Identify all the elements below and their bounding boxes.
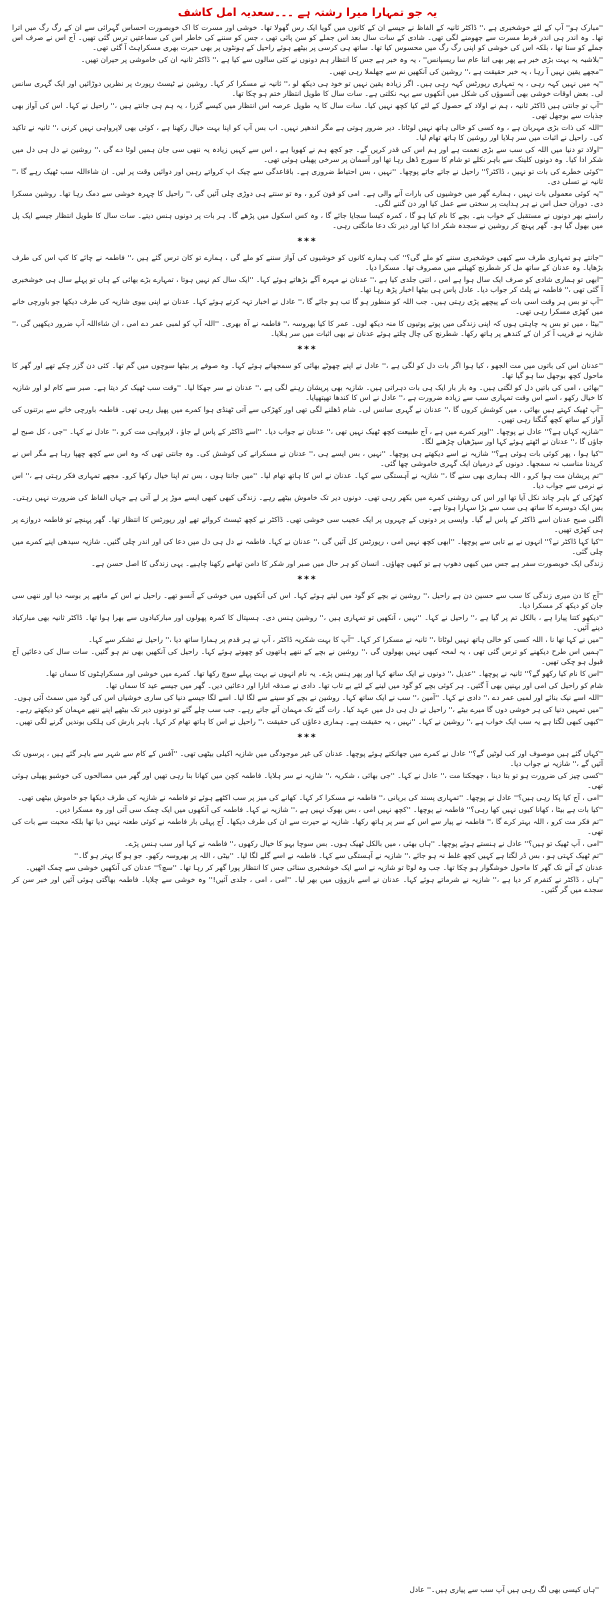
paragraph: ''اللہ اسے نیک بنائے اور لمبی عمر دے ،'' دادی نے کہا۔ ''آمین ،'' سب نے ایک ساتھ کہا۔ روشین نے بچے کو سینے سے لگا لیا۔ اسے لگا جیسے دنیا کی ساری خوشیاں اس کی گود میں سمٹ آئی ہوں۔: [13, 693, 603, 702]
paragraph: اگلی صبح عدنان اسے ڈاکٹر کے پاس لے گیا۔ واپسی پر دونوں کے چہروں پر ایک عجیب سی خوشی تھی۔ ڈاکٹر نے کچھ ٹیسٹ کروائے تھے اور رپورٹس کا انتظار تھا۔ گھر پہنچے تو فاطمہ دروازے پر ہی کھڑی تھیں۔: [12, 515, 603, 534]
paragraph: ''بھائی ، امی کی باتیں دل کو لگتی ہیں۔ وہ بار بار ایک ہی بات دہراتی ہیں۔ شازیہ بھی پریشان رہنے لگی ہے ،'' عدنان نے سر جھکا لیا۔ ''وقت سب ٹھیک کر دیتا ہے۔ صبر سے کام لو اور شازیہ کا خیال رکھو ، اسے اس وقت تمہاری سب سے زیادہ ضرورت ہے ،'' عادل نے اس کا کندھا تھپتھپایا۔: [12, 383, 603, 402]
paragraph: ''دیکھو کتنا پیارا ہے ، بالکل تم پر گیا ہے ،'' راحیل نے کہا۔ ''نہیں ، آنکھیں تو تمہاری ہیں ،'' روشین ہنس دی۔ ہسپتال کا کمرہ پھولوں اور مبارکبادوں سے بھرا ہوا تھا۔ ڈاکٹر ثانیہ بھی مبارکباد دینے آئیں۔: [12, 613, 603, 632]
paragraph: ''شازیہ کہاں ہے؟'' عادل نے پوچھا۔ ''اوپر کمرے میں ہے ، آج طبیعت کچھ ٹھیک نہیں تھی ،'' عدنان نے جواب دیا۔ ''اسے ڈاکٹر کے پاس لے جاؤ ، لاپرواہی مت کرو ،'' عادل نے کہا۔ ''جی ، کل صبح لے جاؤں گا ،'' عدنان نے اٹھتے ہوئے کہا اور سیڑھیاں چڑھنے لگا۔: [12, 427, 603, 446]
paragraph: ''اللہ کی ذات بڑی مہربان ہے ، وہ کسی کو خالی ہاتھ نہیں لوٹاتا۔ دیر ضرور ہوتی ہے مگر اندھیر نہیں۔ اب بس آپ کو اپنا بہت خیال رکھنا ہے ، کوئی بھی لاپرواہی نہیں کرنی ،'' ثانیہ نے تاکید کی۔ راحیل نے اثبات میں سر ہلایا اور روشین کا ہاتھ تھام لیا۔: [12, 123, 603, 142]
paragraph: ''کیا ہوا ، پھر کوئی بات ہوئی ہے؟'' شازیہ نے اسے دیکھتے ہی پوچھا۔ ''نہیں ، بس ایسے ہی ،'' عدنان نے مسکرانے کی کوشش کی۔ وہ جانتی تھی کہ وہ اس سے کچھ چھپا رہا ہے مگر اس نے کریدنا مناسب نہ سمجھا۔ دونوں کے درمیان ایک گہری خاموشی چھا گئی۔: [12, 449, 603, 468]
paragraph: ''تم فکر مت کرو ، اللہ بہتر کرے گا ،'' فاطمہ نے پیار سے اس کے سر پر ہاتھ رکھا۔ شازیہ نے حیرت سے ان کی طرف دیکھا۔ آج پہلی بار فاطمہ نے کوئی طعنہ نہیں دیا تھا بلکہ محبت سے بات کی تھی۔: [12, 817, 603, 836]
paragraph: ''تم پریشان مت ہوا کرو ، اللہ ہماری بھی سنے گا ،'' شازیہ نے آہستگی سے کہا۔ عدنان نے اس کا ہاتھ تھام لیا۔ ''میں جانتا ہوں ، بس تم اپنا خیال رکھا کرو۔ مجھے تمہاری فکر رہتی ہے ،'' اس نے نرمی سے جواب دیا۔: [12, 471, 603, 490]
paragraph: ''بیٹا ، میں تو بس یہ چاہتی ہوں کہ اپنی زندگی میں پوتے پوتیوں کا منہ دیکھ لوں۔ عمر کا کیا بھروسہ ،'' فاطمہ نے آہ بھری۔ ''اللہ آپ کو لمبی عمر دے امی ، ان شاءاللہ آپ ضرور دیکھیں گی ،'' شازیہ نے قریب آ کر ان کے کندھے پر ہاتھ رکھا۔ شطرنج کی چال چلتے ہوئے عدنان نے بھی اثبات میں سر ہلایا۔: [12, 319, 603, 338]
paragraph: ''اس کا نام کیا رکھو گے؟'' ثانیہ نے پوچھا۔ ''عدیل ،'' دونوں نے ایک ساتھ کہا اور پھر ہنس پڑے۔ یہ نام انہوں نے بہت پہلے سوچ رکھا تھا۔ کمرے میں خوشی اور مسکراہٹوں کا سماں تھا۔: [45, 669, 603, 678]
section-separator: ***: [297, 733, 318, 743]
paragraph: زندگی ایک خوبصورت سفر ہے جس میں کبھی دھوپ ہے تو کبھی چھاؤں۔ انسان کو ہر حال میں صبر اور شکر کا دامن تھامے رکھنا چاہیے۔ یہی زندگی کا اصل حسن ہے۔: [91, 559, 603, 568]
paragraph: ''مبارک ہو'' آپ کے لئے خوشخبری ہے ،'' ڈاکٹر ثانیہ کے الفاظ نے جیسے ان کے کانوں میں گویا ایک رس گھولا تھا۔ خوشی اور مسرت کا اک خوبصورت احساس گہرائی سے ان کے رگ رگ میں اترا تھا۔ وہ اندر ہی اندر فرط مسرت سے جھومنے لگی تھی۔ شادی کے سات سال بعد اس جملے کو سن پائی تھی ، جس کو سننے کی خاطر اس کی سماعتیں ترس گئی تھیں۔ آج اس نے صرف اس جملے کو سنا تھا ، بلکہ اس کی خوشی کو اپنی رگ رگ میں محسوس کیا تھا۔ ساتھ ہی کرسی پر بیٹھے ہوئے راحیل کے ہونٹوں پر بھی حیرت بھری مسکراہٹ آ گئی تھی۔: [12, 23, 603, 52]
paragraph: ''میں تمہیں دنیا کی ہر خوشی دوں گا میرے بیٹے ،'' راحیل نے دل ہی دل میں عہد کیا۔ رات گئے تک مہمان آتے جاتے رہے۔ جب سب چلے گئے تو دونوں دیر تک بیٹھے اپنے ننھے مہمان کو دیکھتے رہے۔: [15, 705, 603, 714]
paragraph: ''امی ، آپ ٹھیک تو ہیں؟'' عادل نے ہنستے ہوئے پوچھا۔ ''ہاں بھئی ، میں بالکل ٹھیک ہوں۔ بس سوچا بہو کا خیال رکھوں ،'' فاطمہ نے کہا اور سب ہنس پڑے۔: [124, 839, 603, 848]
paragraph: ''بلاشبہ یہ بہت بڑی خبر ہے پھر بھی اتنا عام سا ریسپانس'' ، یہ وہ خبر ہے جس کا انتظار ہم دونوں نے کئی سالوں سے کیا ہے ،'' ڈاکٹر ثانیہ ان کی خاموشی پر حیران تھیں۔: [80, 55, 603, 64]
paragraph: ''ابھی تو ہماری شادی کو صرف ایک سال ہوا ہے امی ، اتنی جلدی کیا ہے ،'' عدنان نے مہرہ آگے بڑھاتے ہوئے کہا۔ ''ایک سال کم نہیں ہوتا ، تمہارے بڑے بھائی کے ہاں تو پہلے سال ہی خوشخبری آ گئی تھی ،'' فاطمہ نے پلٹ کر جواب دیا۔ عادل پاس ہی بیٹھا اخبار پڑھ رہا تھا۔: [12, 275, 603, 294]
section-separator: ***: [297, 575, 318, 585]
paragraph: ''اولاد تو دنیا میں اللہ کی سب سے بڑی نعمت ہے اور ہم اس کی قدر کریں گے۔ جو کچھ ہم نے کھویا ہے ، اس سے کہیں زیادہ یہ ننھی سی جان ہمیں لوٹا دے گی ،'' روشین نے دل ہی دل میں شکر ادا کیا۔ وہ دونوں کلینک سے باہر نکلے تو شام کا سورج ڈھل رہا تھا اور آسمان پر سرخی پھیلی ہوئی تھی۔: [12, 145, 603, 164]
paragraph: ''آپ تو جانتی ہیں ڈاکٹر ثانیہ ، ہم نے اولاد کے حصول کے لئے کیا کچھ نہیں کیا۔ سات سال کا یہ طویل عرصہ اس انتظار میں کیسے گزرا ، یہ ہم ہی جانتے ہیں ،'' راحیل نے کہا۔ اس کی آواز بھی جذبات سے بوجھل تھی۔: [12, 101, 603, 120]
article-title: یہ جو تمہارا میرا رشتہ ہے ۔۔۔سعدیہ امل کاشف: [177, 6, 438, 19]
paragraph: ''کوئی خطرے کی بات تو نہیں ، ڈاکٹر؟'' راحیل نے جاتے جاتے پوچھا۔ ''نہیں ، بس احتیاط ضروری ہے۔ باقاعدگی سے چیک اپ کرواتے رہیں اور دوائیں وقت پر لیں۔ ان شاءاللہ سب ٹھیک رہے گا ،'' ثانیہ نے تسلی دی۔: [12, 167, 603, 186]
section-separator: ***: [297, 345, 318, 355]
paragraph: ''تم ٹھیک کہتی ہو ، بس ڈر لگتا ہے کہیں کچھ غلط نہ ہو جائے ،'' شازیہ نے آہستگی سے کہا۔ فاطمہ نے اسے گلے لگا لیا۔ ''بیٹی ، اللہ پر بھروسہ رکھو۔ جو ہو گا بہتر ہو گا۔'': [74, 851, 603, 860]
paragraph: ''کہاں گئے ہیں موصوف اور کب لوٹیں گے؟'' عادل نے کمرے میں جھانکتے ہوئے پوچھا۔ عدنان کی غیر موجودگی میں شازیہ اکیلی بیٹھی تھی۔ ''آفس کے کام سے شہر سے باہر گئے ہیں ، پرسوں تک آئیں گے ،'' شازیہ نے جواب دیا۔: [12, 749, 603, 768]
paragraph: ''مجھے یقین نہیں آ رہا ، یہ خبر حقیقت ہے ،'' روشین کی آنکھیں نم سے جھلملا رہی تھیں۔: [328, 67, 603, 76]
paragraph: ''ہاں ، ڈاکٹر نے کنفرم کر دیا ہے ،'' شازیہ نے شرماتے ہوئے کہا۔ عدنان نے اسے بازوؤں میں بھر لیا۔ ''امی ، امی ، جلدی آئیں!'' وہ خوشی سے چلایا۔ فاطمہ بھاگتی ہوئی آئیں اور خبر سن کر سجدے میں گر گئیں۔: [12, 875, 603, 894]
paragraph: ''کیا بات ہے بیٹا ، کھانا کیوں نہیں کھا رہی؟'' فاطمہ نے پوچھا۔ ''کچھ نہیں امی ، بس بھوک نہیں ہے ،'' شازیہ نے کہا۔ فاطمہ کی آنکھوں میں ایک چمک سی آئی اور وہ مسکرا دیں۔: [54, 805, 603, 814]
paragraph: راستے بھر دونوں نے مستقبل کے خواب بنے۔ بچے کا نام کیا ہو گا ، کمرہ کیسا سجایا جائے گا ، وہ کس اسکول میں پڑھے گا۔ ہر بات پر دونوں ہنس دیتے۔ سات سال کا طویل انتظار جیسے ایک پل میں بھول گیا ہو۔ گھر پہنچ کر روشین نے سجدہ شکر ادا کیا اور دیر تک دعا مانگتی رہی۔: [12, 211, 603, 230]
article-body: [12, 23, 603, 895]
paragraph: ''یہ کوئی معمولی بات نہیں ، ہمارے گھر میں خوشیوں کی بارات آنے والی ہے۔ امی کو فون کرو ، وہ تو سنتے ہی دوڑی چلی آئیں گی ،'' راحیل کا چہرہ خوشی سے دمک رہا تھا۔ روشین مسکرا دی۔ دوران حمل اس نے ہر ہدایت پر سختی سے عمل کیا اور دن گننے لگی۔: [12, 189, 603, 208]
paragraph: ''کیا کہا ڈاکٹر نے؟'' انہوں نے بے تابی سے پوچھا۔ ''ابھی کچھ نہیں امی ، رپورٹس کل آئیں گی ،'' عدنان نے کہا۔ فاطمہ نے دل ہی دل میں دعا کی اور اندر چلی گئیں۔ شازیہ سیدھی اپنے کمرے میں چلی گئی۔: [12, 537, 603, 556]
paragraph: ''ہمیں اس طرح دیکھنے کو ترس گئی تھی ، یہ لمحہ کبھی نہیں بھولوں گی ،'' روشین نے بچے کے ننھے ہاتھوں کو چھوتے ہوئے کہا۔ راحیل کی آنکھیں بھی نم ہو گئیں۔ سات سال کی دعائیں آج قبول ہو چکی تھیں۔: [12, 647, 603, 666]
paragraph: عدنان کے آنے تک گھر کا ماحول خوشگوار ہو چکا تھا۔ جب وہ لوٹا تو شازیہ نے اسے ایک خوشخبری سنائی جس کا انتظار پورا گھر کر رہا تھا۔ ''سچ؟'' عدنان کی آنکھیں خوشی سے چمک اٹھیں۔: [25, 863, 603, 872]
paragraph: ''کسی چیز کی ضرورت ہو تو بتا دینا ، جھجکنا مت ،'' عادل نے کہا۔ ''جی بھائی ، شکریہ ،'' شازیہ نے سر ہلایا۔ فاطمہ کچن میں کھانا بنا رہی تھیں اور گھر میں مصالحوں کی خوشبو پھیلی ہوئی تھی۔: [12, 771, 603, 790]
paragraph: ''آپ ٹھیک کہتے ہیں بھائی ، میں کوشش کروں گا ،'' عدنان نے گہری سانس لی۔ شام ڈھلنے لگی تھی اور کھڑکی سے آتی ٹھنڈی ہوا کمرے میں پھیل رہی تھی۔ فاطمہ باورچی خانے سے برتنوں کی آواز کے ساتھ کچھ گنگنا رہی تھیں۔: [12, 405, 603, 424]
paragraph: کھڑکی کے باہر چاند نکل آیا تھا اور اس کی روشنی کمرے میں بکھر رہی تھی۔ دونوں دیر تک خاموش بیٹھے رہے۔ زندگی کبھی کبھی ایسے موڑ پر لے آتی ہے جہاں الفاظ کی ضرورت نہیں رہتی۔ بس ایک دوسرے کا ساتھ ہی سب سے بڑا سہارا ہوتا ہے۔: [12, 493, 603, 512]
paragraph: ''کبھی کبھی لگتا ہے یہ سب ایک خواب ہے ،'' روشین نے کہا۔ ''نہیں ، یہ حقیقت ہے۔ ہماری دعاؤں کی حقیقت ،'' راحیل نے اس کا ہاتھ تھام کر کہا۔ باہر بارش کی ہلکی بوندیں گرنے لگی تھیں۔: [14, 717, 603, 726]
article-footer-line: ''ہاں کیسی بھی لگ رہی ہیں آپ سب سے پیاری ہیں۔'' عادل: [409, 1585, 599, 1594]
paragraph: شام کو راحیل کی امی اور بہنیں بھی آ گئیں۔ ہر کوئی بچے کو گود میں لینے کے لئے بے تاب تھا۔ دادی نے صدقہ اتارا اور دعائیں دیں۔ گھر میں جیسے عید کا سماں تھا۔: [105, 681, 603, 690]
paragraph: ''آپ تو بس ہر وقت اسی بات کے پیچھے پڑی رہتی ہیں۔ جب اللہ کو منظور ہو گا تب ہو جائے گا ،'' عادل نے اخبار تہہ کرتے ہوئے کہا۔ عدنان نے اپنی بیوی شازیہ کی طرف دیکھا جو باورچی خانے میں کھڑی مسکرا رہی تھی۔: [12, 297, 603, 316]
paragraph: ''امی ، آج کیا پکا رہی ہیں؟'' عادل نے پوچھا۔ ''تمہاری پسند کی بریانی ،'' فاطمہ نے مسکرا کر کہا۔ کھانے کی میز پر سب اکٹھے ہوئے تو فاطمہ نے شازیہ کی طرف دیکھا جو خاموش بیٹھی تھی۔: [17, 793, 603, 802]
paragraph: ''جانتے ہو تمہاری طرف سے کبھی خوشخبری سننے کو ملے گی؟'' کب ہمارے کانوں کو خوشیوں کی آواز سننے کو ملے گی ، ہمارے تو کان ترس گئے ہیں ،'' فاطمہ نے چائے کا کپ اس کی طرف بڑھایا۔ وہ عدنان کے ساتھ مل کر شطرنج کھیلنے میں مصروف تھا۔ مسکرا دیا۔: [12, 253, 603, 272]
paragraph: ''عدنان اس کی باتوں میں مت الجھو ، کیا ہوا اگر بات دل کو لگی ہے ،'' عادل نے اپنے چھوٹے بھائی کو سمجھاتے ہوئے کہا۔ وہ صوفے پر بیٹھا سوچوں میں گم تھا۔ کئی دن گزر چکے تھے اور گھر کا ماحول کچھ بوجھل سا ہو گیا تھا۔: [12, 361, 603, 380]
paragraph: ''یہ میں نہیں کہہ رہی ، یہ تمہاری رپورٹس کہہ رہی ہیں۔ اگر زیادہ یقین نہیں تو خود ہی دیکھ لو ،'' ثانیہ نے مسکرا کر کہا۔ روشین نے ٹیسٹ رپورٹ پر نظریں دوڑائیں اور ایک گہری سانس لی۔ بعض اوقات خوشی بھی آنسوؤں کی شکل میں آنکھوں سے بہہ نکلتی ہے۔ سات سال کا طویل انتظار ختم ہو چکا تھا۔: [12, 79, 603, 98]
paragraph: ''میں نے کہا تھا نا ، اللہ کسی کو خالی ہاتھ نہیں لوٹاتا ،'' ثانیہ نے مسکرا کر کہا۔ ''آپ کا بہت شکریہ ڈاکٹر ، آپ نے ہر قدم پر ہمارا ساتھ دیا ،'' راحیل نے تشکر سے کہا۔: [88, 635, 603, 644]
section-separator: ***: [297, 237, 318, 247]
paragraph: ''آج کا دن میری زندگی کا سب سے حسین دن ہے راحیل ،'' روشین نے بچے کو گود میں لیتے ہوئے کہا۔ اس کی آنکھوں میں خوشی کے آنسو تھے۔ راحیل نے اس کے ماتھے پر بوسہ دیا اور ننھی سی جان کو دیکھ کر مسکرا دیا۔: [12, 591, 603, 610]
